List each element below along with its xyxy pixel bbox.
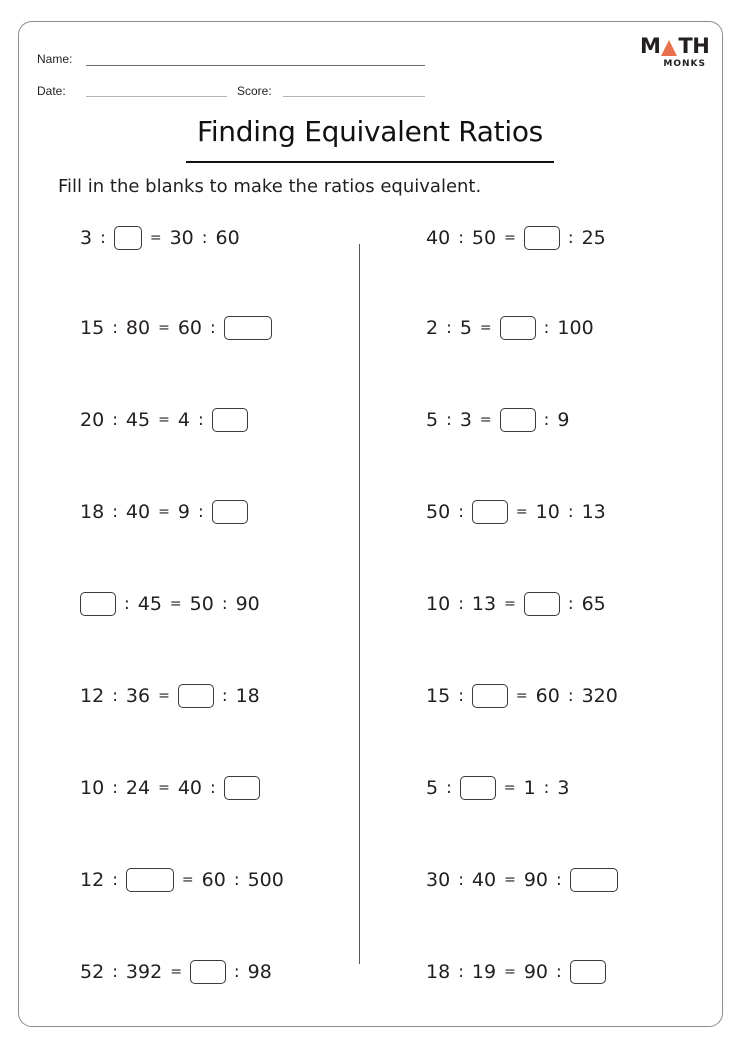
ratio-problem [426, 498, 606, 526]
ratio-term: 19 [471, 961, 497, 983]
equals-symbol: = [504, 230, 516, 246]
ratio-term: 60 [201, 869, 226, 891]
ratio-term: 12 [80, 685, 105, 707]
date-label: Date: [37, 84, 66, 98]
answer-blank[interactable] [524, 226, 560, 250]
ratio-problem [80, 958, 272, 986]
ratio-term: 50 [426, 501, 451, 523]
answer-blank[interactable] [190, 960, 226, 984]
colon-symbol: : [446, 778, 452, 798]
colon-symbol: : [567, 228, 574, 248]
equals-symbol: = [158, 688, 170, 704]
ratio-term: 30 [169, 227, 194, 249]
math-monks-logo [640, 36, 710, 69]
ratio-term: 5 [426, 777, 439, 799]
colon-symbol: : [197, 502, 204, 522]
ratio-term: 24 [125, 777, 151, 799]
colon-symbol: : [543, 318, 550, 338]
ratio-term: 15 [80, 317, 105, 339]
ratio-term: 2 [426, 317, 439, 339]
colon-symbol: : [221, 594, 228, 614]
ratio-term: 12 [80, 869, 105, 891]
ratio-term: 13 [581, 501, 606, 523]
ratio-problem [426, 224, 606, 252]
ratio-term: 15 [426, 685, 451, 707]
colon-symbol: : [197, 410, 204, 430]
ratio-problem [80, 682, 260, 710]
ratio-problem [80, 774, 260, 802]
ratio-problem [80, 498, 248, 526]
ratio-term: 60 [215, 227, 240, 249]
colon-symbol: : [100, 228, 106, 248]
ratio-term: 60 [177, 317, 203, 339]
answer-blank[interactable] [570, 868, 618, 892]
ratio-term: 45 [137, 593, 162, 615]
logo-subtitle: MONKS [663, 59, 706, 69]
colon-symbol: : [543, 410, 550, 430]
ratio-problem [426, 314, 594, 342]
colon-symbol: : [567, 502, 574, 522]
ratio-term: 3 [80, 227, 93, 249]
colon-symbol: : [567, 686, 574, 706]
colon-symbol: : [112, 410, 118, 430]
equals-symbol: = [479, 412, 492, 428]
ratio-problem [80, 866, 284, 894]
answer-blank[interactable] [472, 684, 508, 708]
equals-symbol: = [169, 596, 182, 612]
ratio-term: 18 [235, 685, 260, 707]
equals-symbol: = [504, 872, 516, 888]
colon-symbol: : [458, 870, 464, 890]
equals-symbol: = [479, 320, 492, 336]
equals-symbol: = [158, 780, 170, 796]
ratio-term: 50 [471, 227, 497, 249]
colon-symbol: : [112, 502, 118, 522]
colon-symbol: : [112, 686, 118, 706]
colon-symbol: : [112, 778, 118, 798]
ratio-term: 40 [471, 869, 497, 891]
ratio-term: 65 [581, 593, 606, 615]
ratio-term: 90 [523, 869, 549, 891]
name-field[interactable] [86, 65, 425, 66]
ratio-term: 3 [557, 777, 570, 799]
column-divider [359, 244, 360, 964]
colon-symbol: : [458, 502, 464, 522]
ratio-term: 40 [177, 777, 203, 799]
ratio-term: 5 [459, 317, 472, 339]
score-field[interactable] [283, 96, 425, 97]
equals-symbol: = [515, 688, 528, 704]
ratio-problem [426, 866, 618, 894]
ratio-term: 9 [557, 409, 570, 431]
colon-symbol: : [112, 870, 118, 890]
answer-blank[interactable] [570, 960, 606, 984]
answer-blank[interactable] [212, 500, 248, 524]
ratio-term: 13 [471, 593, 497, 615]
colon-symbol: : [124, 594, 130, 614]
ratio-term: 10 [535, 501, 560, 523]
ratio-term: 60 [535, 685, 560, 707]
colon-symbol: : [458, 228, 464, 248]
ratio-term: 18 [426, 961, 451, 983]
ratio-term: 500 [247, 869, 284, 891]
answer-blank[interactable] [212, 408, 248, 432]
colon-symbol: : [112, 962, 118, 982]
triangle-icon [661, 40, 677, 56]
equals-symbol: = [504, 964, 516, 980]
ratio-problem [80, 314, 272, 342]
colon-symbol: : [567, 594, 574, 614]
equals-symbol: = [515, 504, 528, 520]
colon-symbol: : [112, 318, 118, 338]
ratio-term: 392 [125, 961, 163, 983]
ratio-term: 50 [189, 593, 214, 615]
colon-symbol: : [556, 962, 562, 982]
equals-symbol: = [181, 872, 194, 888]
colon-symbol: : [210, 778, 216, 798]
ratio-term: 18 [80, 501, 105, 523]
equals-symbol: = [158, 412, 170, 428]
answer-blank[interactable] [460, 776, 496, 800]
score-label: Score: [237, 84, 272, 98]
ratio-term: 10 [80, 777, 105, 799]
date-field[interactable] [86, 96, 227, 97]
equals-symbol: = [503, 780, 516, 796]
answer-blank[interactable] [114, 226, 142, 250]
colon-symbol: : [556, 870, 562, 890]
colon-symbol: : [233, 962, 240, 982]
colon-symbol: : [210, 318, 216, 338]
ratio-problem [426, 406, 569, 434]
ratio-term: 20 [80, 409, 105, 431]
colon-symbol: : [446, 410, 452, 430]
answer-blank[interactable] [224, 776, 260, 800]
equals-symbol: = [504, 596, 516, 612]
ratio-problem [80, 224, 240, 252]
ratio-problem [426, 682, 618, 710]
ratio-term: 320 [581, 685, 618, 707]
ratio-term: 1 [523, 777, 536, 799]
ratio-problem [426, 774, 569, 802]
ratio-term: 90 [235, 593, 260, 615]
answer-blank[interactable] [500, 408, 536, 432]
ratio-problem [80, 590, 260, 618]
ratio-term: 5 [426, 409, 439, 431]
ratio-term: 9 [177, 501, 190, 523]
ratio-problem [426, 958, 606, 986]
answer-blank[interactable] [224, 316, 272, 340]
colon-symbol: : [458, 962, 464, 982]
ratio-term: 100 [557, 317, 594, 339]
ratio-term: 98 [247, 961, 272, 983]
ratio-term: 45 [125, 409, 151, 431]
logo-wordmark: M TH [640, 34, 710, 58]
title-underline [186, 161, 554, 163]
ratio-term: 40 [125, 501, 151, 523]
answer-blank[interactable] [472, 500, 508, 524]
equals-symbol: = [170, 964, 182, 980]
ratio-problem [426, 590, 606, 618]
answer-blank[interactable] [524, 592, 560, 616]
colon-symbol: : [221, 686, 228, 706]
answer-blank[interactable] [178, 684, 214, 708]
equals-symbol: = [158, 504, 170, 520]
name-label: Name: [37, 52, 73, 66]
ratio-term: 25 [581, 227, 606, 249]
equals-symbol: = [158, 320, 170, 336]
ratio-term: 40 [426, 227, 451, 249]
ratio-term: 30 [426, 869, 451, 891]
ratio-term: 10 [426, 593, 451, 615]
page-title: Finding Equivalent Ratios [197, 115, 543, 148]
colon-symbol: : [458, 686, 464, 706]
equals-symbol: = [149, 230, 162, 246]
colon-symbol: : [458, 594, 464, 614]
ratio-problem [80, 406, 248, 434]
ratio-term: 4 [177, 409, 190, 431]
colon-symbol: : [201, 228, 208, 248]
answer-blank[interactable] [80, 592, 116, 616]
ratio-term: 3 [459, 409, 472, 431]
ratio-term: 52 [80, 961, 105, 983]
ratio-term: 80 [125, 317, 151, 339]
answer-blank[interactable] [126, 868, 174, 892]
colon-symbol: : [543, 778, 550, 798]
instructions: Fill in the blanks to make the ratios equivalent. [58, 176, 482, 197]
ratio-term: 36 [125, 685, 151, 707]
colon-symbol: : [233, 870, 240, 890]
colon-symbol: : [446, 318, 452, 338]
answer-blank[interactable] [500, 316, 536, 340]
ratio-term: 90 [523, 961, 549, 983]
